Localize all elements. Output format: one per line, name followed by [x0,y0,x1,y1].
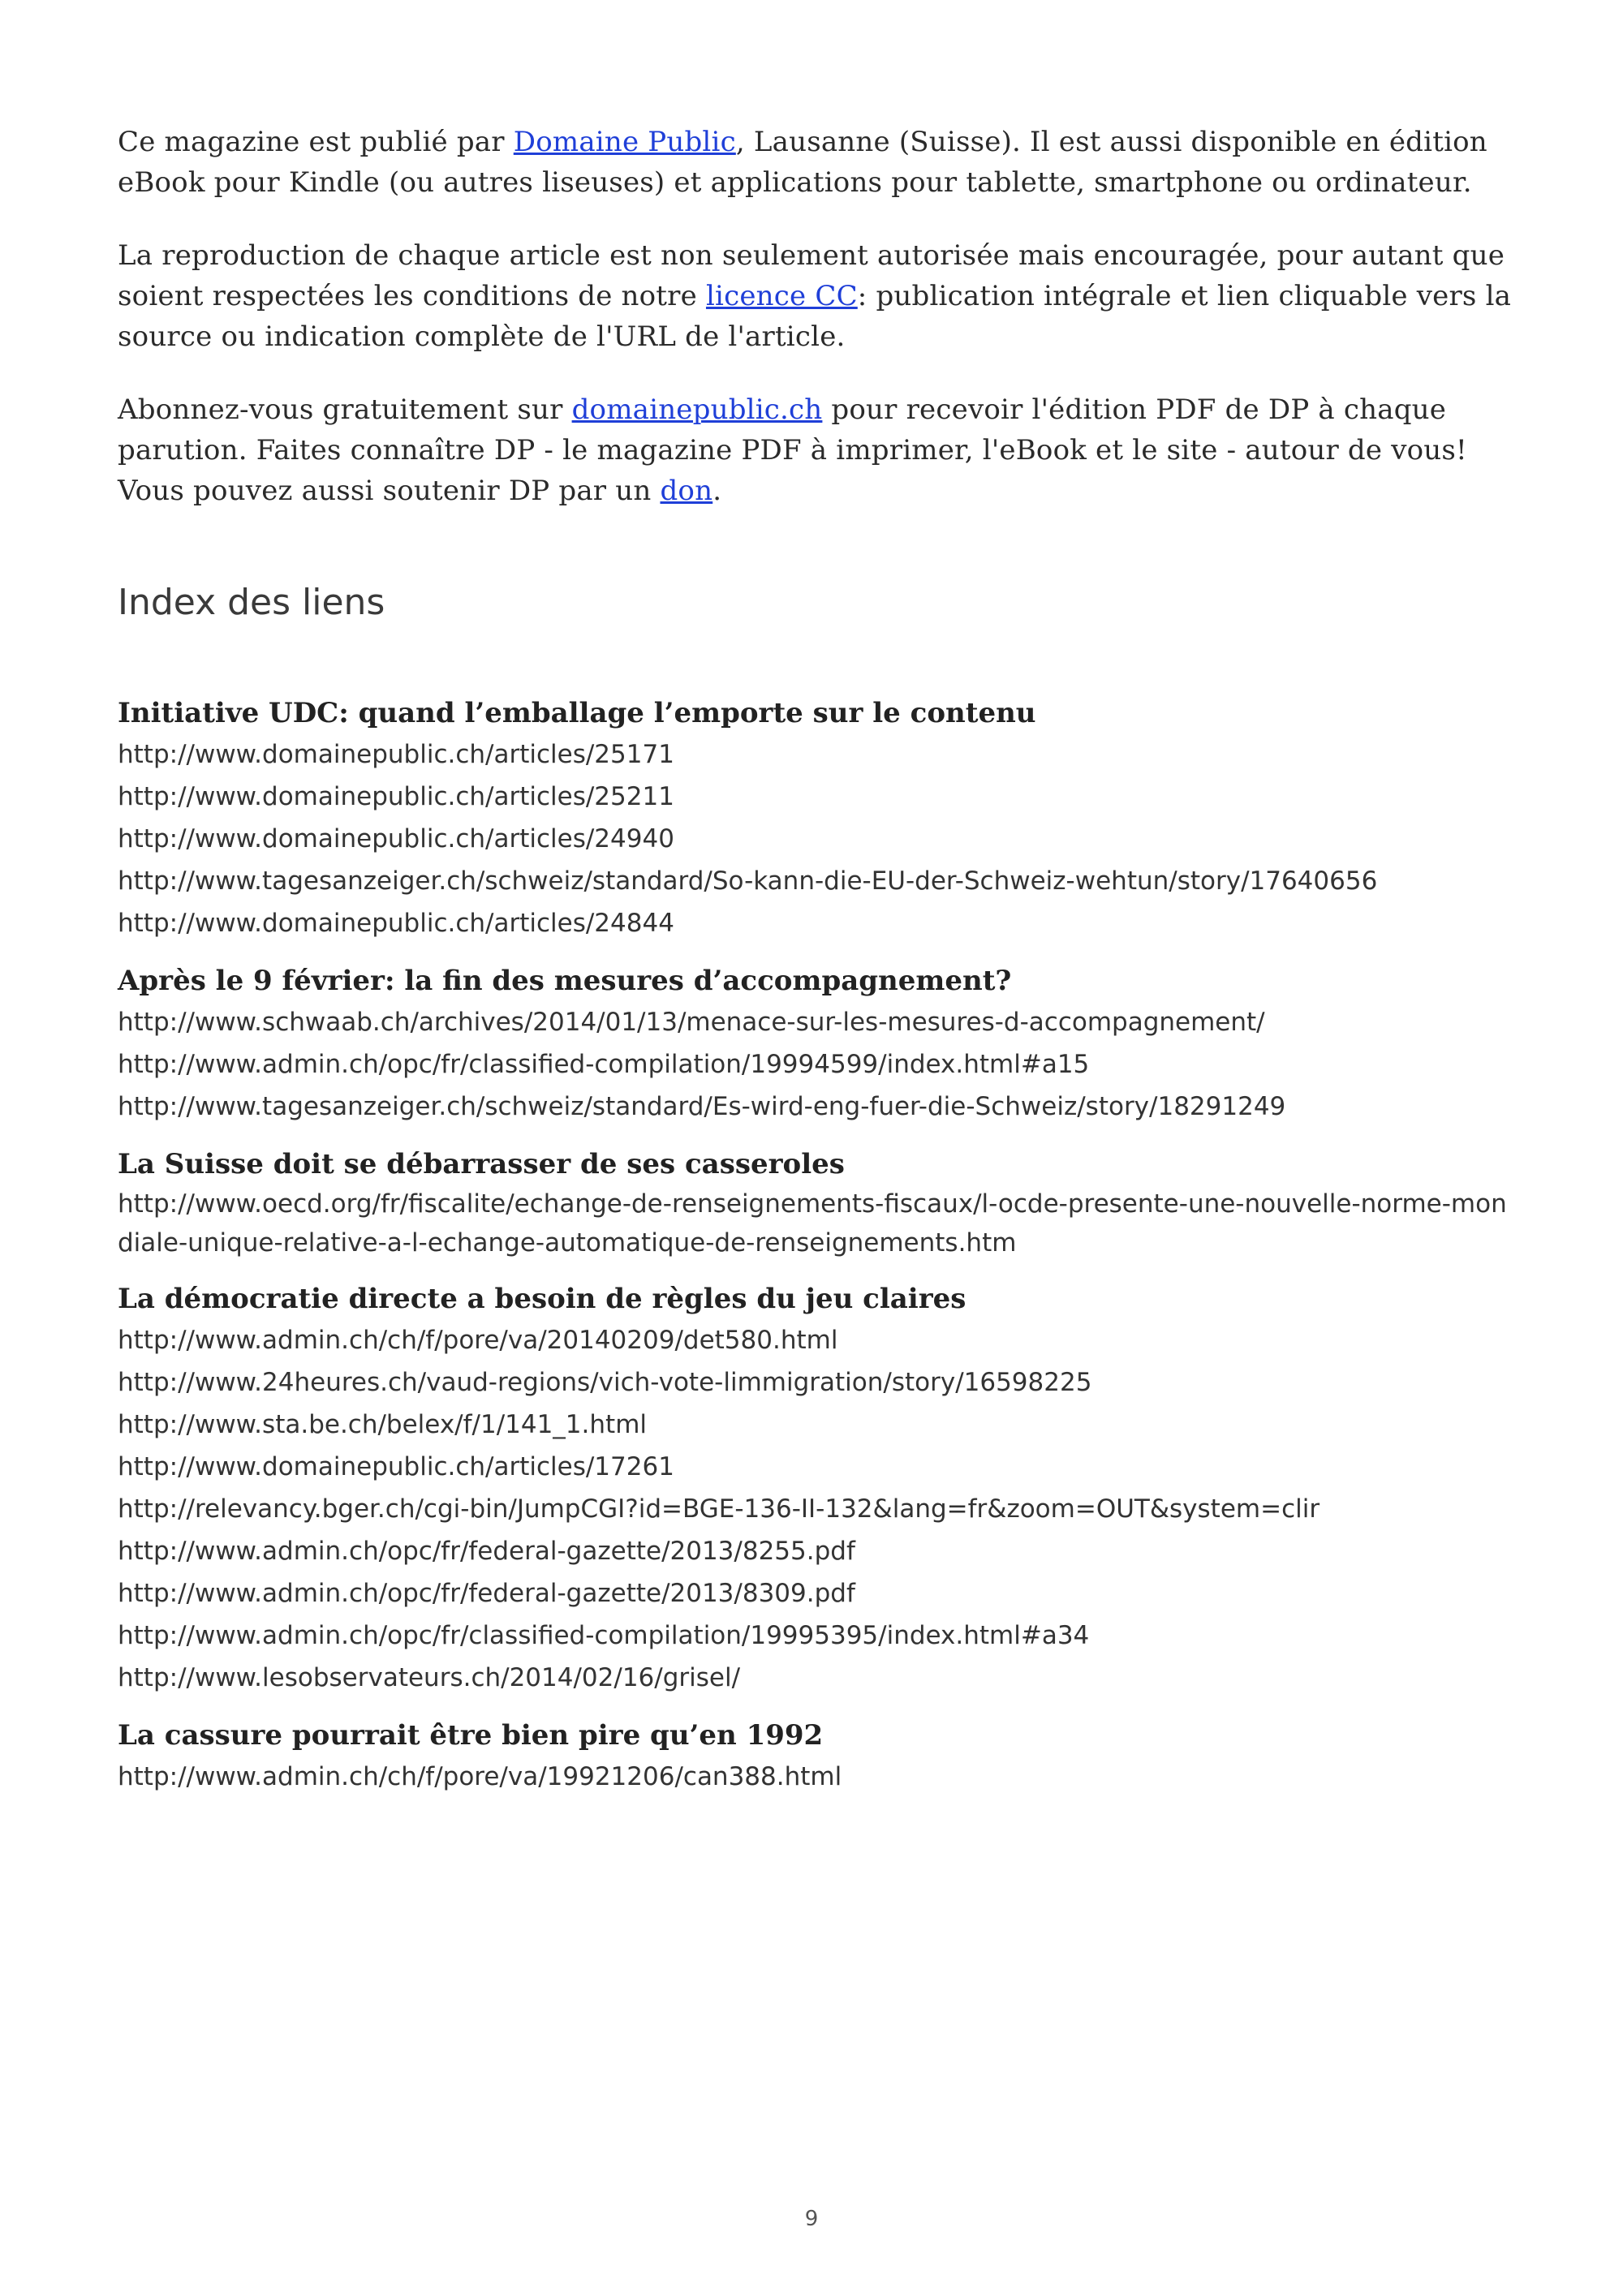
url-line[interactable]: http://relevancy.bger.ch/cgi-bin/JumpCGI?id=BGE-136-II-132&lang=fr&zoom=OUT&system=clir [118,1494,1320,1524]
index-section [118,694,1513,944]
section-title: Initiative UDC: quand l’emballage l’emporte sur le contenu [118,697,1036,729]
index-section [118,962,1513,1128]
don-link[interactable]: don [660,475,713,507]
intro-text: Ce magazine est publié par [118,126,514,158]
url-line[interactable]: http://www.admin.ch/opc/fr/classified-compilation/19994599/index.html#a15 [118,1050,1090,1079]
index-section [118,1717,1513,1798]
url-line[interactable]: http://www.sta.be.ch/belex/f/1/141_1.html [118,1410,647,1439]
intro-text: : publication intégrale et lien cliquable vers la source ou indication complète de l'URL de l'article. [118,280,1512,353]
url-line[interactable]: http://www.admin.ch/opc/fr/federal-gazette/2013/8255.pdf [118,1537,855,1566]
url-line[interactable]: http://www.lesobservateurs.ch/2014/02/16/grisel/ [118,1663,741,1692]
section-title: Après le 9 février: la fin des mesures d’accompagnement? [118,965,1012,997]
url-line[interactable]: http://www.domainepublic.ch/articles/25211 [118,782,674,811]
page-number: 9 [804,2207,819,2231]
url-line[interactable]: http://www.admin.ch/ch/f/pore/va/19921206/can388.html [118,1762,842,1791]
url-line[interactable]: http://www.tagesanzeiger.ch/schweiz/standard/Es-wird-eng-fuer-die-Schweiz/story/18291249 [118,1092,1286,1121]
url-line[interactable]: http://www.tagesanzeiger.ch/schweiz/standard/So-kann-die-EU-der-Schweiz-wehtun/story/17640656 [118,866,1378,896]
url-line[interactable]: http://www.admin.ch/opc/fr/classified-compilation/19995395/index.html#a34 [118,1621,1090,1650]
section-title: La Suisse doit se débarrasser de ses casseroles [118,1148,845,1180]
url-line[interactable]: http://www.admin.ch/ch/f/pore/va/20140209/det580.html [118,1326,838,1355]
url-line[interactable]: http://www.domainepublic.ch/articles/24940 [118,824,674,853]
intro-text: Abonnez-vous gratuitement sur [118,393,572,426]
url-line[interactable]: http://www.24heures.ch/vaud-regions/vich-vote-limmigration/story/16598225 [118,1368,1092,1397]
url-line[interactable]: http://www.domainepublic.ch/articles/17261 [118,1452,674,1481]
index-section [118,1280,1513,1699]
intro-text: La reproduction de chaque article est non seulement autorisée mais encouragée, pour autant que soient respectées les conditions de notre [118,239,1505,312]
intro-paragraph-1 [118,122,1513,203]
url-line[interactable]: http://www.oecd.org/fr/fiscalite/echange-de-renseignements-fiscaux/l-ocde-presente-une-nouvelle-norme-mondiale-unique-relative-a-l-echange-automatique-de-renseignements.htm [118,1189,1507,1258]
url-line[interactable]: http://www.admin.ch/opc/fr/federal-gazette/2013/8309.pdf [118,1579,855,1608]
index-section [118,1146,1513,1262]
intro-paragraph-2 [118,235,1513,357]
intro-text: pour recevoir l'édition PDF de DP à chaque parution. Faites connaître DP - le magazine PDF à imprimer, l'eBook et le site - autour de vous! Vous pouvez aussi soutenir DP par un [118,393,1467,507]
url-line[interactable]: http://www.domainepublic.ch/articles/24844 [118,909,674,938]
section-title: La démocratie directe a besoin de règles du jeu claires [118,1283,966,1315]
link-index [118,694,1513,1798]
licence-cc-link[interactable]: licence CC [705,280,858,312]
intro-paragraph-3 [118,389,1513,511]
intro-text: , Lausanne (Suisse). Il est aussi disponible en édition eBook pour Kindle (ou autres liseuses) et applications pour tablette, smartphone ou ordinateur. [118,126,1487,199]
url-line[interactable]: http://www.domainepublic.ch/articles/25171 [118,740,674,769]
url-line[interactable]: http://www.schwaab.ch/archives/2014/01/13/menace-sur-les-mesures-d-accompagnement/ [118,1008,1265,1037]
domainepublic-link[interactable]: domainepublic.ch [571,393,823,426]
page-content [118,122,1513,1816]
index-heading: Index des liens [118,582,385,623]
section-title: La cassure pourrait être bien pire qu’en 1992 [118,1719,824,1752]
intro-text: . [712,475,722,507]
domaine-public-link[interactable]: Domaine Public [513,126,736,158]
